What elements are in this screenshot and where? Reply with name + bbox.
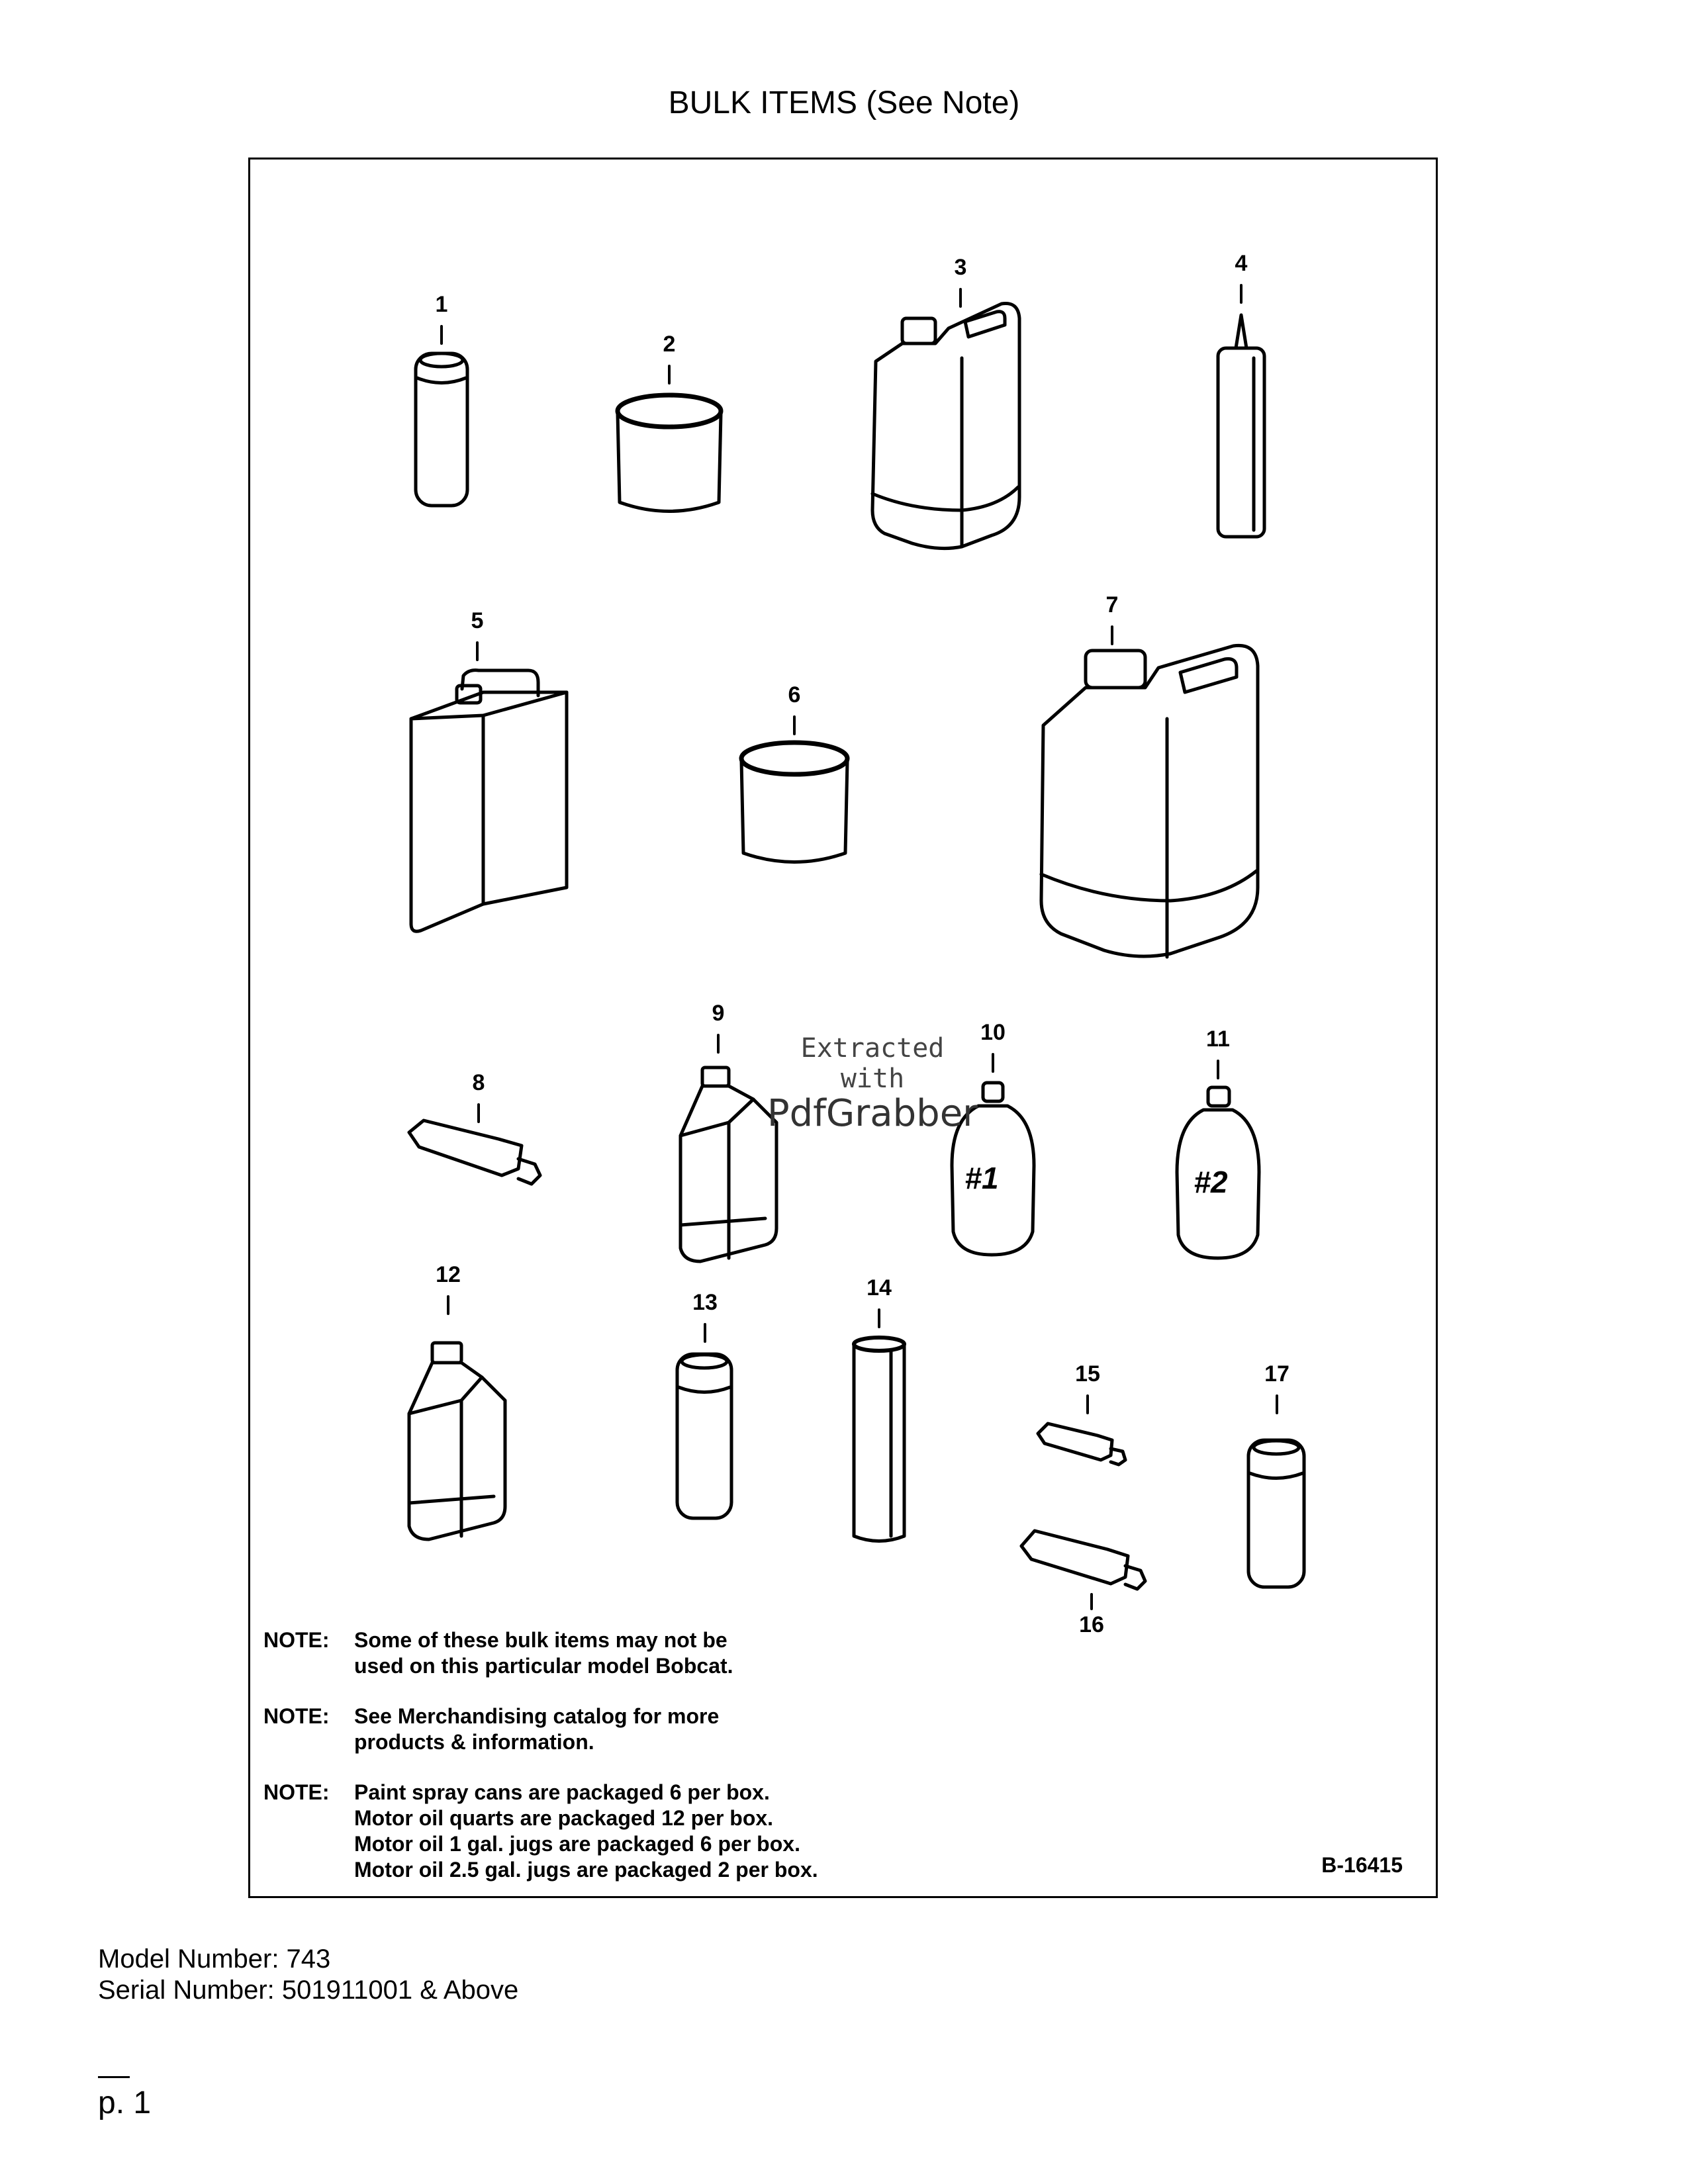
callout-15: 15 xyxy=(1075,1361,1100,1387)
note-label: NOTE: xyxy=(263,1628,330,1652)
item-4-caulk-tube xyxy=(1218,315,1264,537)
callout-6: 6 xyxy=(788,682,801,707)
callout-10: 10 xyxy=(980,1020,1006,1045)
callout-14: 14 xyxy=(867,1275,892,1300)
leader-lines xyxy=(442,285,1277,1609)
callout-8: 8 xyxy=(472,1070,485,1095)
item-8-paste-tube xyxy=(409,1120,540,1184)
item-2-open-can xyxy=(618,395,721,512)
note-line: Motor oil 2.5 gal. jugs are packaged 2 per box. xyxy=(354,1858,818,1882)
page-number: p. 1 xyxy=(98,2085,152,2120)
item-3-jug xyxy=(872,303,1019,548)
callout-7: 7 xyxy=(1105,592,1119,617)
item-14-grease-cartridge xyxy=(854,1338,904,1541)
page-title: BULK ITEMS (See Note) xyxy=(668,85,1020,120)
watermark-brand: PdfGrabber xyxy=(767,1092,978,1135)
bottle-label-1: #1 xyxy=(964,1161,999,1195)
callout-9: 9 xyxy=(712,1001,725,1026)
callout-17: 17 xyxy=(1264,1361,1289,1387)
callout-13: 13 xyxy=(692,1290,718,1315)
item-15-small-tube xyxy=(1038,1424,1125,1465)
item-16-paste-tube xyxy=(1021,1531,1145,1589)
item-12-quart-bottle xyxy=(409,1343,505,1539)
callout-12: 12 xyxy=(436,1262,461,1287)
note-line: products & information. xyxy=(354,1730,594,1754)
item-1-aerosol-can xyxy=(416,353,467,506)
callout-2: 2 xyxy=(663,332,676,357)
callout-1: 1 xyxy=(435,292,448,317)
callout-3: 3 xyxy=(954,255,967,280)
model-number: Model Number: 743 xyxy=(98,1944,331,1974)
drawing-number: B-16415 xyxy=(1321,1853,1403,1877)
watermark xyxy=(733,1033,1011,1134)
parts-figure xyxy=(248,158,1438,1898)
note-label: NOTE: xyxy=(263,1704,330,1728)
callout-16: 16 xyxy=(1079,1612,1104,1637)
note-line: Motor oil quarts are packaged 12 per box. xyxy=(354,1806,774,1830)
watermark-line-2: with xyxy=(840,1064,905,1094)
watermark-line-1: Extracted xyxy=(800,1033,945,1064)
note-label: NOTE: xyxy=(263,1780,330,1804)
note-line: used on this particular model Bobcat. xyxy=(354,1654,733,1678)
note-line: See Merchandising catalog for more xyxy=(354,1704,720,1728)
callout-5: 5 xyxy=(471,608,484,633)
item-7-large-jug xyxy=(1041,645,1258,957)
callout-4: 4 xyxy=(1235,251,1248,276)
bottle-label-2: #2 xyxy=(1194,1165,1228,1199)
item-17-aerosol-can xyxy=(1248,1440,1304,1587)
note-line: Paint spray cans are packaged 6 per box. xyxy=(354,1780,770,1804)
note-line: Some of these bulk items may not be xyxy=(354,1628,727,1652)
item-13-aerosol-can xyxy=(677,1354,731,1518)
item-5-square-can xyxy=(411,670,567,932)
page-number-rule xyxy=(98,2076,130,2078)
serial-number: Serial Number: 501911001 & Above xyxy=(98,1976,519,2005)
item-6-open-can xyxy=(741,743,847,862)
callout-11: 11 xyxy=(1206,1026,1230,1052)
note-line: Motor oil 1 gal. jugs are packaged 6 per box. xyxy=(354,1832,800,1856)
